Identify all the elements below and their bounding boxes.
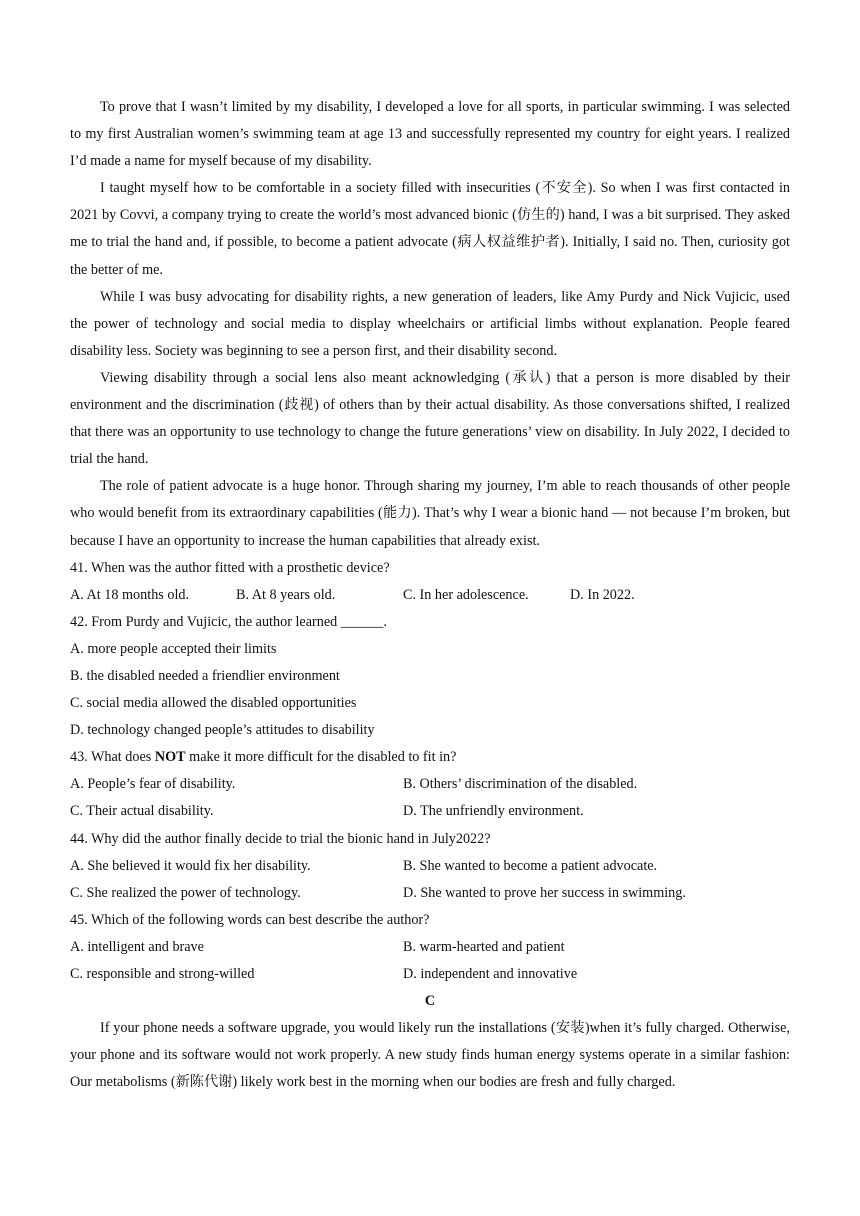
option-c: C. responsible and strong-willed	[70, 966, 255, 982]
passage-paragraph: While I was busy advocating for disability rights, a new generation of leaders, like Amy Purdy and Nick Vujicic, used the power of technology and social media to display wheelchairs or artificial limbs without explanation. People feared disability less. Society was beginning to see a person first, and their disability second.	[70, 288, 790, 359]
stem-emphasis: NOT	[154, 749, 186, 766]
option-b: B. She wanted to become a patient advocate.	[403, 857, 658, 874]
option-b: B. Others’ discrimination of the disabled.	[403, 776, 638, 793]
document-page	[70, 94, 790, 1096]
option-a: A. more people accepted their limits	[70, 640, 277, 657]
passage-paragraph: The role of patient advocate is a huge honor. Through sharing my journey, I’m able to reach thousands of other people who would benefit from its extraordinary capabilities (能力). That’s why I wear a bionic hand — not because I’m broken, but because I have an opportunity to increase the human capabilities that already exist.	[70, 478, 790, 549]
option-d: D. technology changed people’s attitudes to disability	[70, 722, 375, 739]
question-44-options-row1	[70, 853, 790, 880]
option-c: C. She realized the power of technology.	[70, 884, 301, 901]
option-d: D. In 2022.	[570, 586, 635, 603]
option-c: C. social media allowed the disabled opportunities	[70, 695, 357, 712]
stem-text: make it more difficult for the disabled to fit in?	[185, 749, 457, 766]
option-a: A. People’s fear of disability.	[70, 776, 236, 793]
section-heading: C	[424, 993, 436, 1010]
option-b: B. At 8 years old.	[236, 586, 336, 603]
option-d: D. independent and innovative	[403, 966, 578, 982]
passage-paragraph: I taught myself how to be comfortable in a society filled with insecurities (不安全). So when I was first contacted in 2021 by Covvi, a company trying to create the world’s most advanced bionic (仿生的) hand, I was a bit surprised. They asked me to trial the hand and, if possible, to become a patient advocate (病人权益维护者). Initially, I said no. Then, curiosity got the better of me.	[70, 180, 790, 278]
option-d: D. The unfriendly environment.	[403, 803, 584, 820]
question-41-options	[70, 582, 790, 609]
option-a: A. At 18 months old.	[70, 586, 190, 603]
option-b: B. the disabled needed a friendlier environment	[70, 667, 340, 684]
question-45-options-row2	[70, 961, 790, 988]
question-42-stem: 42. From Purdy and Vujicic, the author learned ______.	[70, 613, 387, 630]
option-b: B. warm-hearted and patient	[403, 938, 565, 955]
option-c: C. Their actual disability.	[70, 803, 214, 820]
stem-text: 43. What does	[70, 749, 155, 766]
option-d: D. She wanted to prove her success in swimming.	[403, 884, 686, 901]
passage-paragraph: If your phone needs a software upgrade, you would likely run the installations (安装)when it’s fully charged. Otherwise, your phone and its software would not work properly. A new study finds human energy systems operate in a similar fashion: Our metabolisms (新陈代谢) likely work best in the morning when our bodies are fresh and fully charged.	[70, 1020, 790, 1091]
passage-paragraph: To prove that I wasn’t limited by my disability, I developed a love for all sports, in particular swimming. I was selected to my first Australian women’s swimming team at age 13 and successfully represented my country for eight years. I realized I’d made a name for myself because of my disability.	[70, 99, 790, 170]
question-43-stem	[70, 744, 790, 771]
question-43-options-row2	[70, 798, 790, 825]
question-45-options-row1	[70, 934, 790, 961]
question-43-options-row1	[70, 771, 790, 798]
question-45-stem: 45. Which of the following words can best describe the author?	[70, 911, 430, 928]
option-a: A. She believed it would fix her disability.	[70, 857, 311, 874]
question-44-stem: 44. Why did the author finally decide to trial the bionic hand in July2022?	[70, 830, 491, 847]
question-44-options-row2	[70, 880, 790, 907]
option-c: C. In her adolescence.	[403, 586, 529, 603]
passage-paragraph: Viewing disability through a social lens also meant acknowledging (承认) that a person is more disabled by their environment and the discrimination (歧视) of others than by their actual disability. As those conversations shifted, I realized that there was an opportunity to use technology to change the future generations’ view on disability. In July 2022, I decided to trial the hand.	[70, 369, 790, 468]
question-41-stem: 41. When was the author fitted with a prosthetic device?	[70, 559, 390, 576]
option-a: A. intelligent and brave	[70, 938, 204, 955]
